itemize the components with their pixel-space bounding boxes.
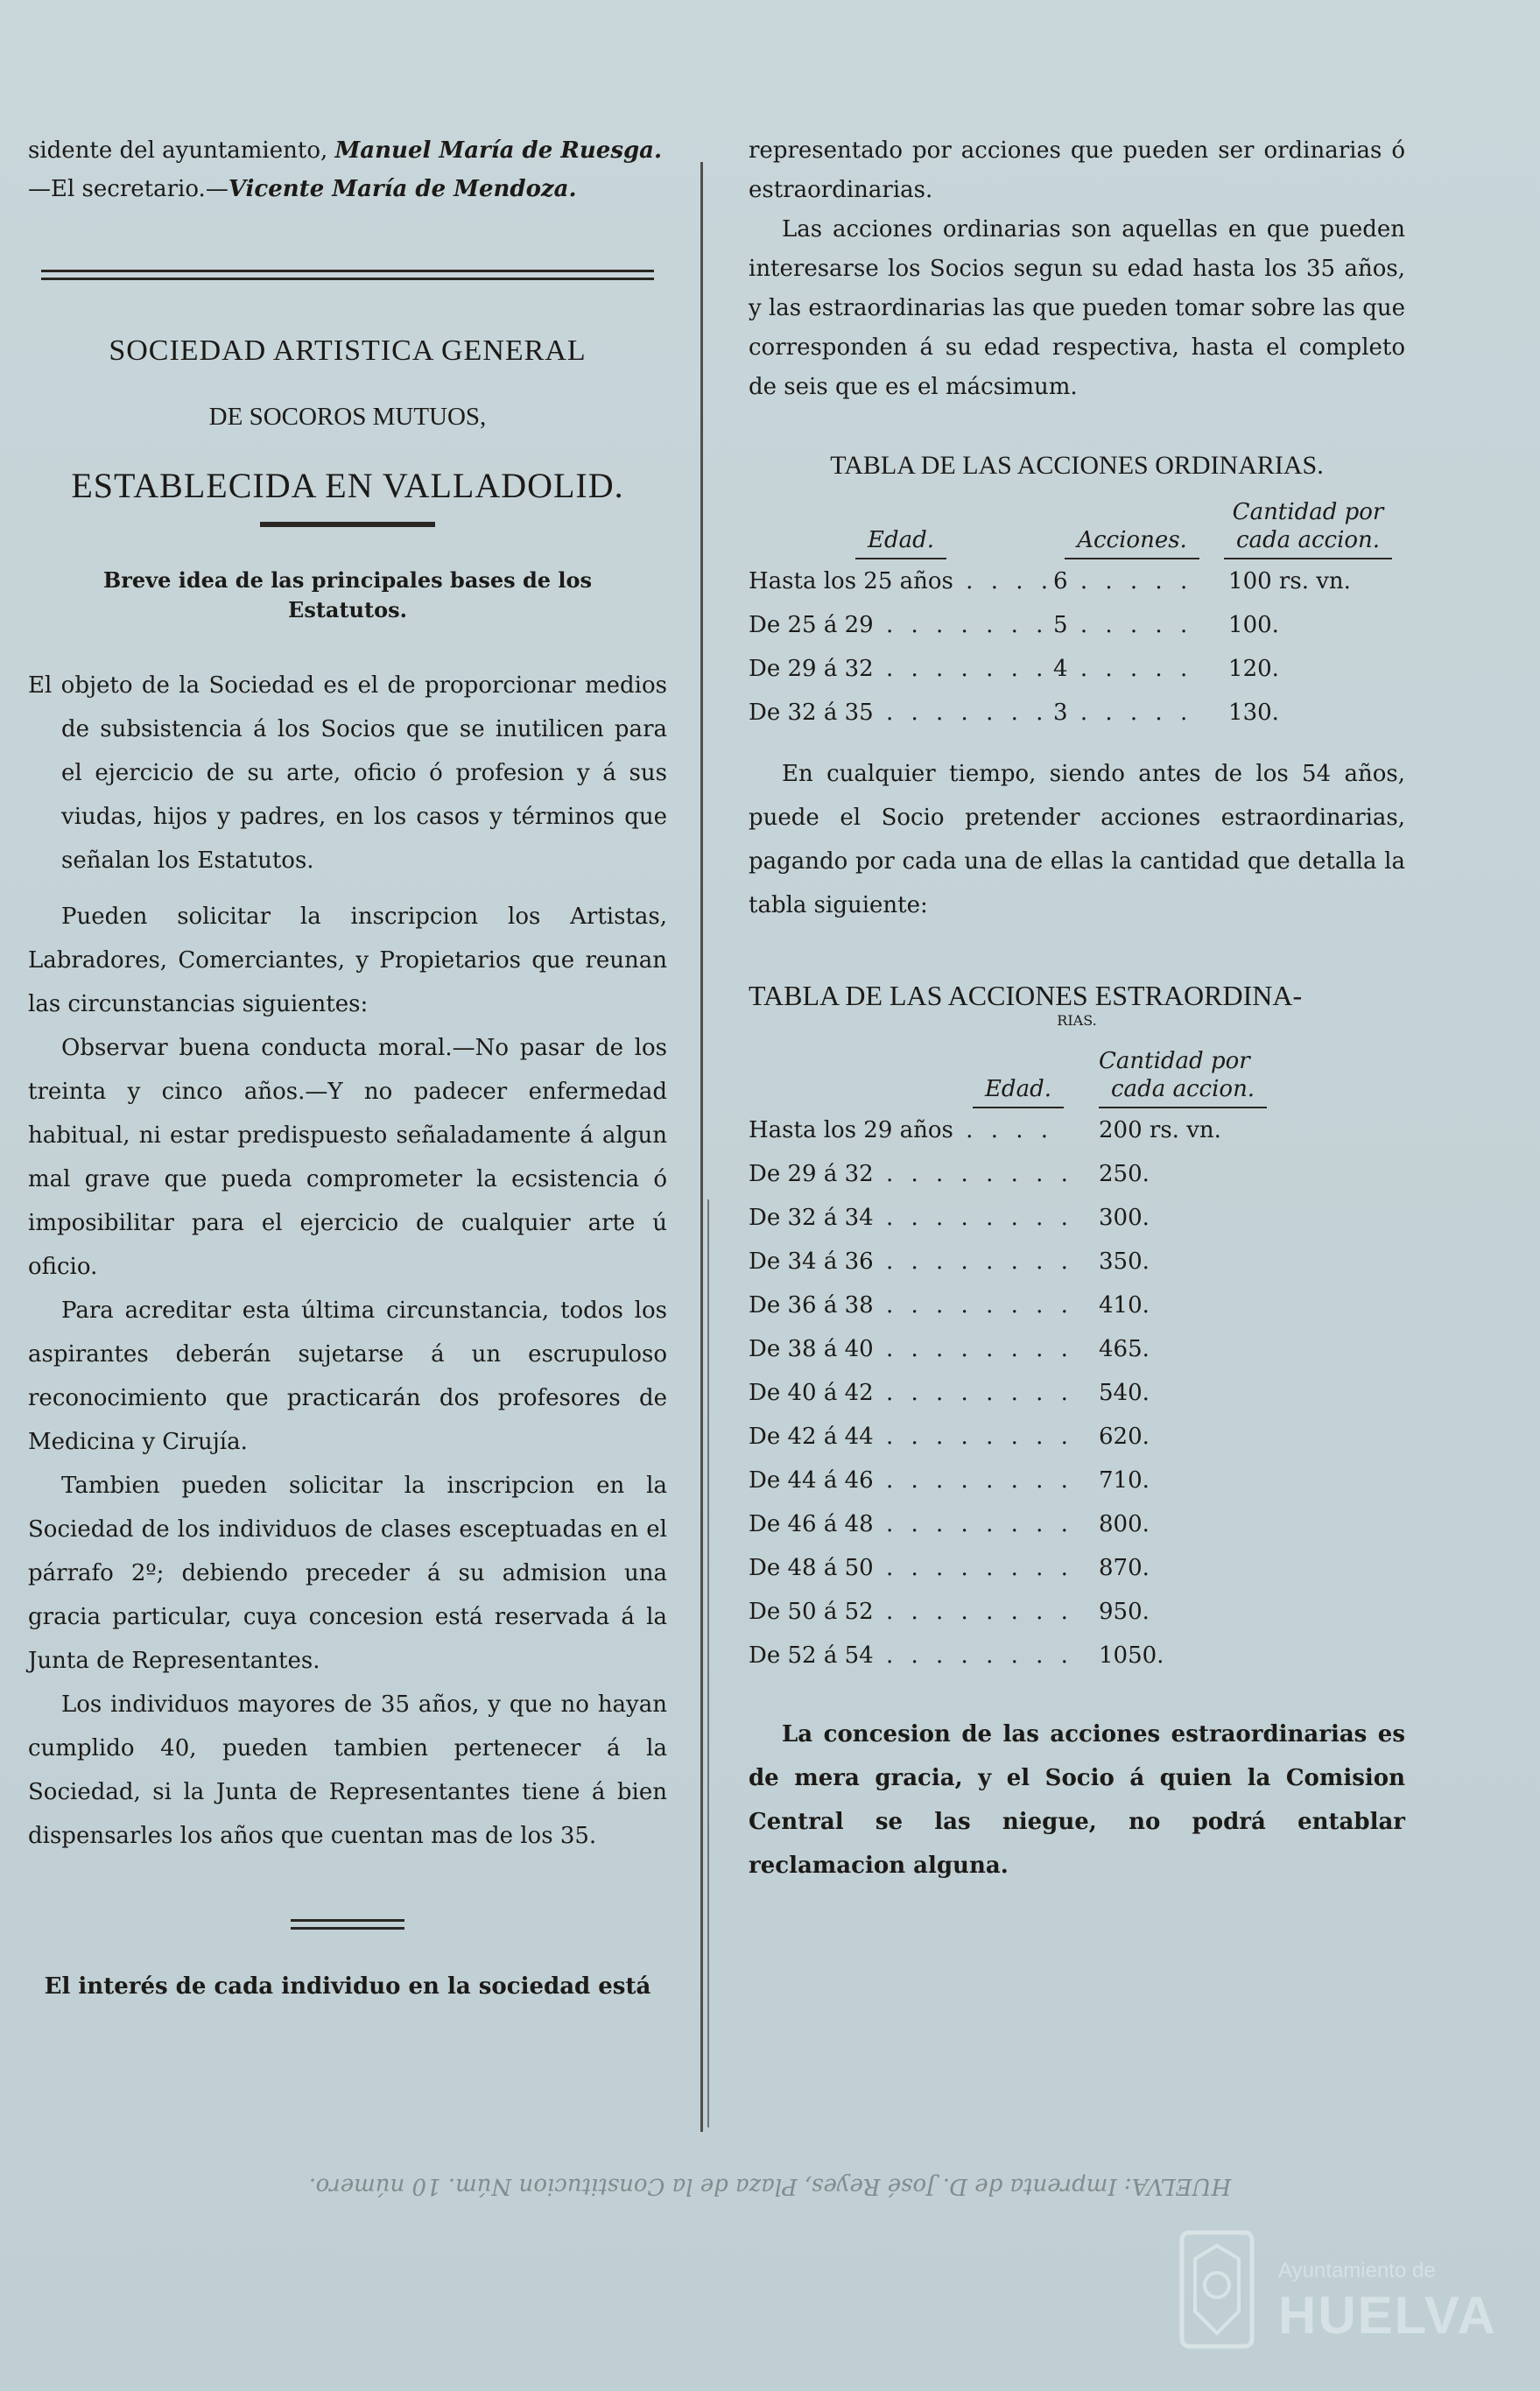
col-cantidad-header-2: cada accion. <box>1099 1075 1267 1108</box>
table-row: De 48 á 50 . . . . . . . . 870. <box>749 1555 1150 1581</box>
paragraph-objeto: El objeto de la Sociedad es el de proporcionar medios de subsistencia á los Socios que se inutilicen para el ejercicio de su arte, oficio ó profesion y á sus viudas, hijos y padres, en los casos y términos que señalan los Estatutos. <box>28 672 667 874</box>
table-ordinarias-title: TABLA DE LAS ACCIONES ORDINARIAS. <box>830 451 1324 480</box>
table-row: De 46 á 48 . . . . . . . . 800. <box>749 1511 1150 1537</box>
table-header-row <box>749 1047 1405 1108</box>
table-row: De 29 á 32 . . . . . . . . 250. <box>749 1161 1150 1187</box>
society-heading-2: DE SOCOROS MUTUOS, <box>208 403 487 431</box>
col-edad-header: Edad. <box>855 526 946 559</box>
col-cantidad-header-1: Cantidad por <box>1099 1048 1250 1074</box>
table-row: De 29 á 32 . . . . . . . 4 . . . . . 120. <box>749 656 1279 682</box>
table-row: De 38 á 40 . . . . . . . . 465. <box>749 1336 1150 1362</box>
table-row: De 42 á 44 . . . . . . . . 620. <box>749 1424 1150 1450</box>
col-cantidad-header-1: Cantidad por <box>1232 499 1384 525</box>
paragraph-inscripcion: Pueden solicitar la inscripcion los Artistas, Labradores, Comerciantes, y Propietarios que reunan las circunstancias siguientes: <box>28 904 667 1017</box>
table-ordinarias <box>749 498 1405 735</box>
society-heading-1: SOCIEDAD ARTISTICA GENERAL <box>109 334 587 367</box>
table-row: De 34 á 36 . . . . . . . . 350. <box>749 1248 1150 1275</box>
paragraph-condiciones: Observar buena conducta moral.—No pasar de los treinta y cinco años.—Y no padecer enfermedad habitual, ni estar predispuesto señaladamente á algun mal grave que pueda comprometer la ecsistencia ó imposibilitar para el ejercicio de cualquier arte ú oficio. <box>28 1035 667 1280</box>
section-rule <box>41 270 654 280</box>
imprint-bleedthrough: HUELVA: Imprenta de D. José Reyes, Plaza de la Constitucion Núm. 10 número. <box>308 2173 1232 2199</box>
col-edad-header: Edad. <box>973 1075 1064 1108</box>
paragraph-reconocimiento: Para acreditar esta última circunstancia, todos los aspirantes deberán sujetarse á un escrupuloso reconocimiento que practicarán dos profesores de Medicina y Cirujía. <box>28 1297 667 1455</box>
paragraph-representado: representado por acciones que pueden ser ordinarias ó estraordinarias. <box>749 137 1405 203</box>
signature-line-1: sidente del ayuntamiento, Manuel María de Ruesga. <box>28 137 663 164</box>
logo-text-2: HUELVA <box>1278 2286 1497 2345</box>
col-acciones-header: Acciones. <box>1065 526 1199 559</box>
society-heading-3: ESTABLECIDA EN VALLADOLID. <box>71 466 624 505</box>
table-estraordinarias-title: TABLA DE LAS ACCIONES ESTRAORDINA- <box>749 980 1303 1011</box>
archive-logo <box>1173 2224 1506 2364</box>
table-row: De 40 á 42 . . . . . . . . 540. <box>749 1380 1150 1406</box>
table-row: De 32 á 34 . . . . . . . . 300. <box>749 1205 1150 1231</box>
table-row: De 36 á 38 . . . . . . . . 410. <box>749 1292 1150 1319</box>
subheading: Breve idea de las principales bases de los Estatutos. <box>102 567 593 622</box>
paragraph-cualquier-tiempo: En cualquier tiempo, siendo antes de los 54 años, puede el Socio pretender acciones estraordinarias, pagando por cada una de ellas la cantidad que detalla la tabla siguiente: <box>749 761 1405 918</box>
left-column <box>28 131 667 2008</box>
signature-line-2: —El secretario.—Vicente María de Mendoza. <box>28 176 577 202</box>
table-row: De 25 á 29 . . . . . . . 5 . . . . . 100. <box>749 612 1279 638</box>
huelva-shield-icon <box>1173 2224 1261 2355</box>
table-estraordinarias-title-cont: RIAS. <box>1057 1012 1097 1029</box>
closing-line: El interés de cada individuo en la sociedad está <box>44 1973 651 2000</box>
paragraph-acciones: Las acciones ordinarias son aquellas en que pueden interesarse los Socios segun su edad hasta los 35 años, y las estraordinarias las que pueden tomar sobre las que corresponden á su edad respectiva, hasta el completo de seis que es el mácsimum. <box>749 216 1405 400</box>
table-header-row <box>749 498 1405 559</box>
column-divider <box>700 162 703 2132</box>
table-row: De 32 á 35 . . . . . . . 3 . . . . . 130. <box>749 700 1279 726</box>
paragraph-concesion: La concesion de las acciones estraordinarias es de mera gracia, y el Socio á quien la Comision Central se las niegue, no podrá entablar reclamacion alguna. <box>749 1721 1405 1879</box>
paragraph-mayores: Los individuos mayores de 35 años, y que no hayan cumplido 40, pueden tambien pertenecer á la Sociedad, si la Junta de Representantes tiene á bien dispensarles los años que cuentan mas de los 35. <box>28 1691 667 1849</box>
col-cantidad-header-2: cada accion. <box>1224 526 1392 559</box>
table-row: De 50 á 52 . . . . . . . . 950. <box>749 1599 1150 1625</box>
closing-rule <box>291 1919 404 1930</box>
right-column <box>749 131 1405 1888</box>
table-row: De 44 á 46 . . . . . . . . 710. <box>749 1467 1150 1494</box>
logo-text-1: Ayuntamiento de <box>1278 2259 1436 2282</box>
table-row: Hasta los 29 años . . . . 200 rs. vn. <box>749 1117 1221 1143</box>
column-divider-lower <box>707 1199 709 2127</box>
table-estraordinarias <box>749 1047 1405 1677</box>
paragraph-clases: Tambien pueden solicitar la inscripcion en la Sociedad de los individuos de clases esceptuadas en el párrafo 2º; debiendo preceder á su admision una gracia particular, cuya concesion está reservada á la Junta de Representantes. <box>28 1473 667 1674</box>
table-row: De 52 á 54 . . . . . . . . 1050. <box>749 1642 1164 1669</box>
table-row: Hasta los 25 años . . . . 6 . . . . . 100 rs. vn. <box>749 568 1351 594</box>
